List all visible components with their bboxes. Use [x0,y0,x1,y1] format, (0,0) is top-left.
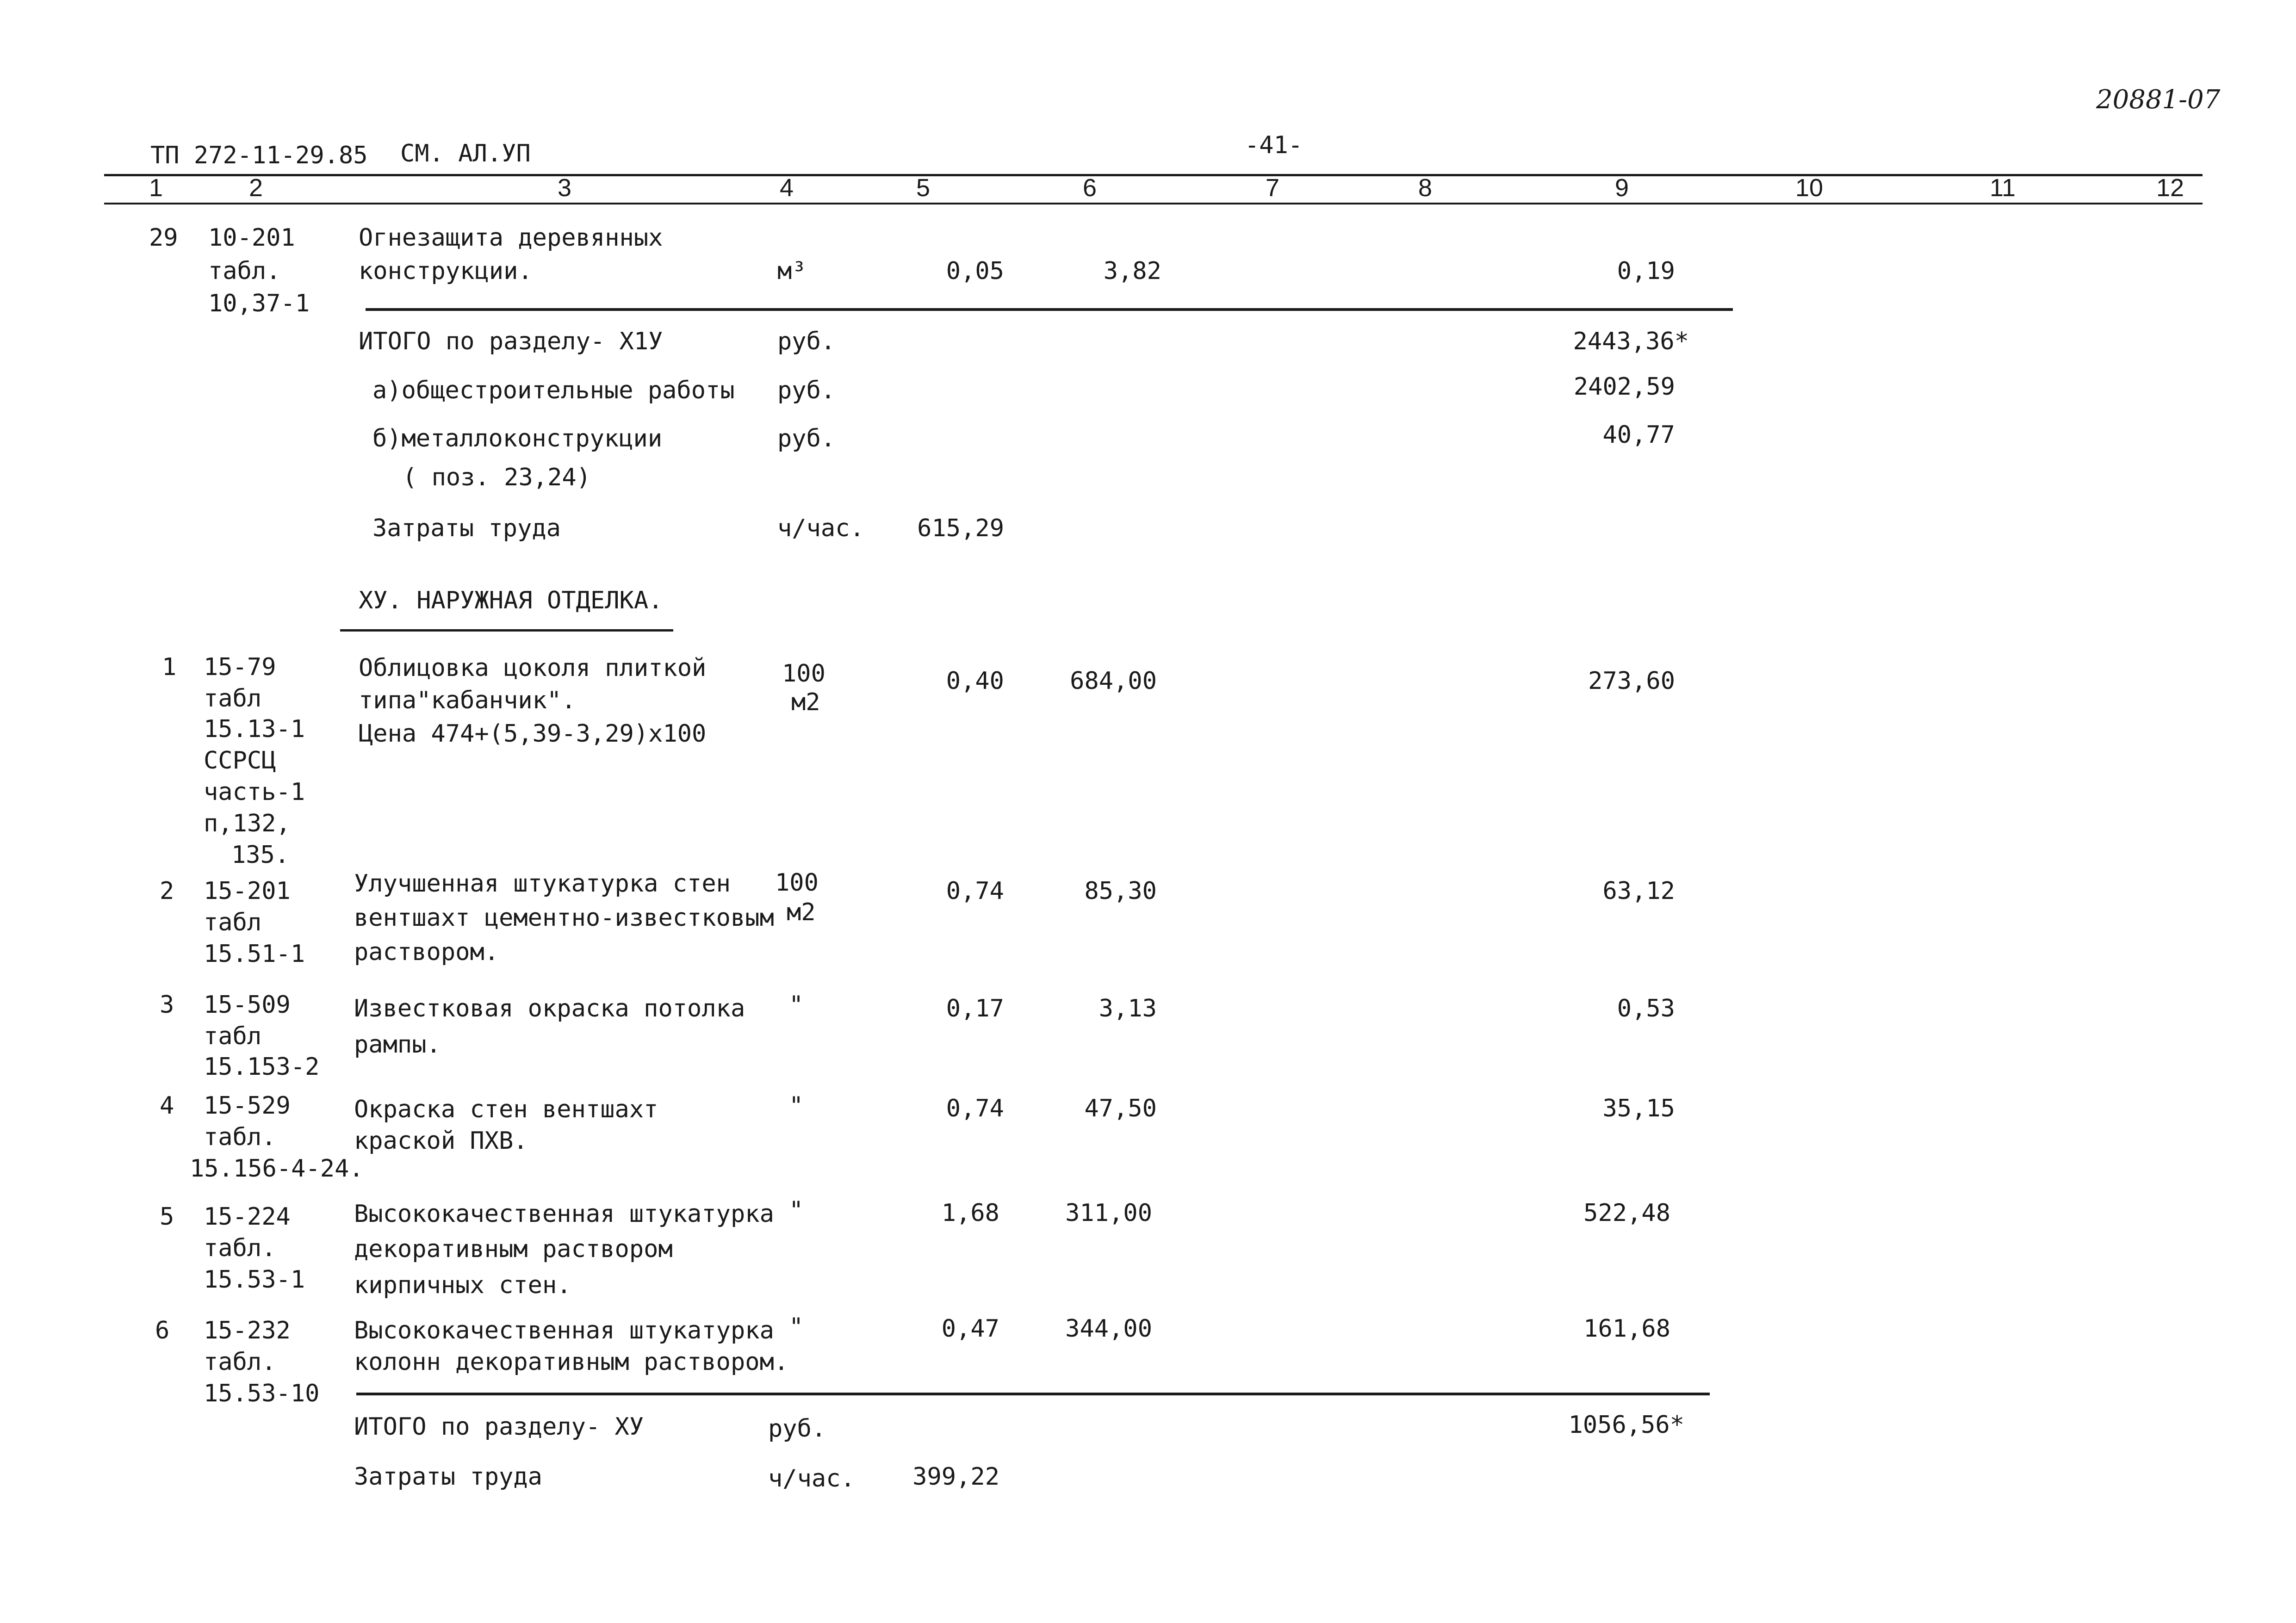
row-number: 5 [160,1203,174,1231]
row-code: 10-201 [208,224,295,252]
row-description: раствором. [354,938,499,966]
column-number: 4 [780,174,794,202]
subtotal-a-label: а)общестроительные работы [372,377,735,404]
row-unit: м³ [777,257,807,285]
subtotal-rule [356,1393,1710,1395]
row-number: 2 [160,877,174,905]
section-total-unit: руб. [768,1415,826,1443]
column-number: 5 [916,174,931,202]
document-code: ТП 272-11-29.85 [150,142,368,169]
section-total-unit: руб. [777,328,836,355]
column-number: 9 [1615,174,1629,202]
row-total: 0,19 [1617,257,1675,285]
column-number: 8 [1418,174,1433,202]
row-code: 15-509 [204,991,291,1019]
row-total: 35,15 [1602,1095,1675,1122]
row-price: 344,00 [1065,1315,1152,1343]
row-unit: " [789,1092,804,1120]
row-quantity: 0,74 [946,1095,1004,1122]
labor-cost-value: 399,22 [912,1463,999,1491]
row-code: табл. [204,1123,276,1151]
row-price: 3,13 [1098,995,1157,1022]
subtotal-a-unit: руб. [777,377,836,404]
row-description: рампы. [354,1031,441,1059]
row-description: Высококачественная штукатурка [354,1317,774,1344]
row-code: табл. [204,1234,276,1262]
row-code: табл [204,685,262,712]
labor-cost-label: Затраты труда [372,514,561,542]
row-price: 684,00 [1070,667,1157,695]
row-code: 15.53-10 [204,1380,320,1407]
row-total: 522,48 [1583,1199,1670,1227]
row-total: 0,53 [1617,995,1675,1022]
row-code: 15.156-4-24. [190,1155,364,1183]
row-code: 15.51-1 [204,940,305,968]
row-description: декоративным раствором [354,1235,673,1263]
row-unit: " [789,1313,804,1341]
column-number: 11 [1990,174,2016,202]
section-total-label: ИТОГО по разделу- ХУ [354,1413,644,1441]
row-code: ССРСЦ [204,747,276,774]
row-number: 29 [149,224,178,252]
column-number: 7 [1266,174,1280,202]
row-code: 15-529 [204,1092,291,1120]
column-number: 2 [249,174,263,202]
row-quantity: 0,17 [946,995,1004,1022]
row-description: краской ПХВ. [354,1127,528,1155]
page-number: -41- [1245,131,1303,159]
row-description: Высококачественная штукатурка [354,1200,774,1228]
row-description: Цена 474+(5,39-3,29)х100 [359,720,707,748]
row-unit: " [789,1196,804,1224]
row-quantity: 0,05 [946,257,1004,285]
row-description: конструкции. [359,257,533,285]
section-total-value: 1056,56* [1568,1411,1684,1439]
row-unit: 100 [782,660,825,688]
row-number: 4 [160,1092,174,1120]
row-code: 15.153-2 [204,1053,320,1081]
header-rule-top [104,174,2203,176]
row-description: кирпичных стен. [354,1271,571,1299]
labor-cost-label: Затраты труда [354,1463,542,1491]
row-unit: 100 [775,869,819,897]
row-description: Окраска стен вентшахт [354,1096,658,1123]
row-description: типа"кабанчик". [359,687,576,714]
sheet-reference: СМ. АЛ.УП [400,140,531,167]
subtotal-b-label: б)металлоконструкции [372,425,663,452]
row-price: 47,50 [1084,1095,1157,1122]
row-code: 15-79 [204,653,276,681]
row-price: 3,82 [1103,257,1161,285]
row-description: Облицовка цоколя плиткой [359,654,707,682]
row-unit: м2 [791,688,820,716]
column-number: 12 [2156,174,2184,202]
row-code: 135. [231,841,290,869]
row-price: 311,00 [1065,1199,1152,1227]
row-code: 10,37-1 [208,290,310,317]
column-number: 10 [1795,174,1824,202]
row-unit: м2 [787,898,816,926]
row-code: табл. [208,257,281,285]
row-code: 15-201 [204,877,291,905]
subtotal-rule [366,308,1733,311]
row-description: Улучшенная штукатурка стен [354,870,731,898]
subtotal-b-unit: руб. [777,425,836,452]
row-unit: " [789,991,804,1019]
row-number: 3 [160,991,174,1019]
row-total: 63,12 [1602,877,1675,905]
row-description: вентшахт цементно-известковым [354,904,774,932]
row-total: 273,60 [1588,667,1675,695]
subtotal-a-value: 2402,59 [1573,373,1675,401]
row-number: 1 [162,653,177,681]
archive-number: 20881-07 [2096,85,2221,115]
row-code: табл [204,1022,262,1050]
row-quantity: 1,68 [941,1199,999,1227]
row-code: табл [204,909,262,936]
row-quantity: 0,74 [946,877,1004,905]
labor-cost-unit: ч/час. [768,1465,855,1493]
row-code: 15.53-1 [204,1266,305,1294]
row-description: колонн декоративным раствором. [354,1348,789,1376]
row-quantity: 0,47 [941,1315,999,1343]
row-code: 15-232 [204,1317,291,1344]
subtotal-b-subnote: ( поз. 23,24) [403,464,591,491]
section-total-label: ИТОГО по разделу- Х1У [359,328,663,355]
row-total: 161,68 [1583,1315,1670,1343]
row-code: 15-224 [204,1203,291,1231]
row-code: п,132, [204,810,291,837]
row-code: 15.13-1 [204,715,305,743]
row-quantity: 0,40 [946,667,1004,695]
section-title-underline [340,629,673,632]
header-rule-bottom [104,203,2203,204]
column-number: 6 [1083,174,1097,202]
section-total-value: 2443,36* [1573,328,1689,355]
row-code: табл. [204,1348,276,1376]
labor-cost-value: 615,29 [917,514,1004,542]
column-number: 3 [558,174,572,202]
row-code: часть-1 [204,778,305,806]
section-title: ХУ. НАРУЖНАЯ ОТДЕЛКА. [359,587,663,614]
column-number: 1 [149,174,163,202]
row-price: 85,30 [1084,877,1157,905]
labor-cost-unit: ч/час. [777,514,864,542]
subtotal-b-value: 40,77 [1602,421,1675,449]
row-number: 6 [155,1317,170,1344]
row-description: Огнезащита деревянных [359,224,663,252]
row-description: Известковая окраска потолка [354,995,745,1022]
